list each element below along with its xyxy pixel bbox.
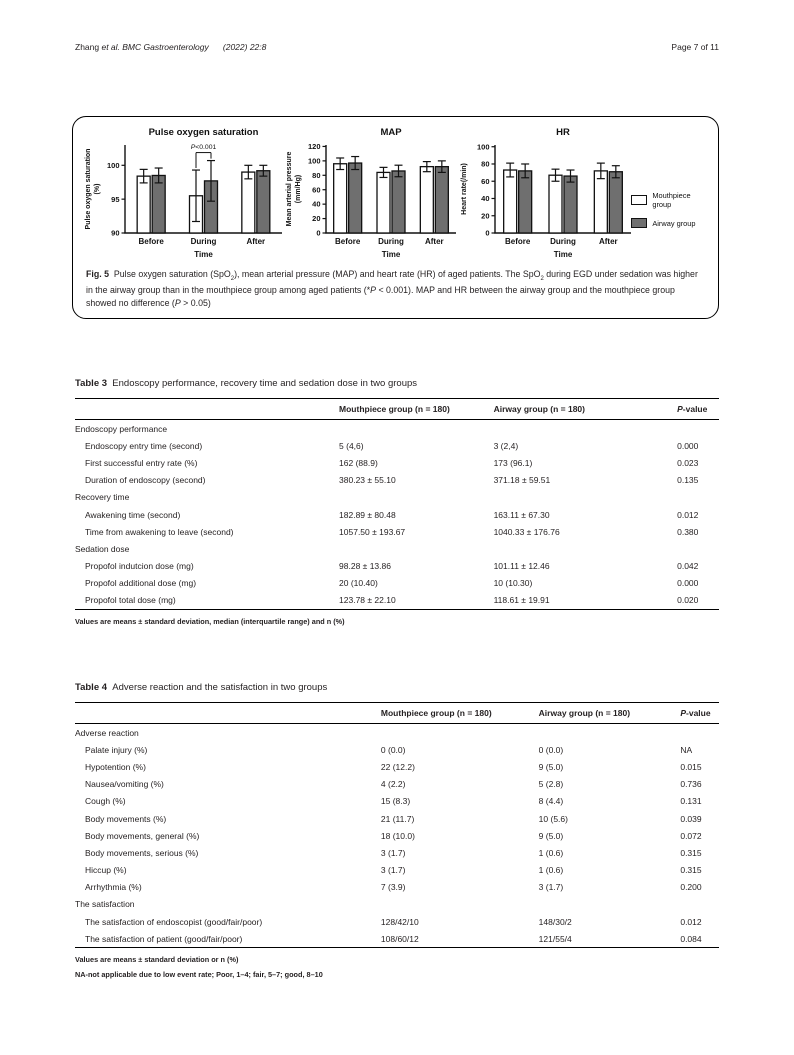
table-row xyxy=(75,844,719,861)
row-label: Body movements, general (%) xyxy=(85,830,200,841)
running-head xyxy=(75,42,719,52)
map-chart xyxy=(282,123,457,265)
cell-value: 0.023 xyxy=(677,457,699,468)
figure-5 xyxy=(72,116,719,319)
row-label: Body movements (%) xyxy=(85,813,167,824)
cell-value: 380.23 ± 55.10 xyxy=(339,475,396,486)
legend-label: Mouthpiece group xyxy=(652,191,691,209)
cell-value: 121/55/4 xyxy=(539,930,681,948)
cell-value: 0.042 xyxy=(677,561,699,572)
row-label: The satisfaction of endoscopist (good/fair/poor) xyxy=(85,916,263,927)
row-label: Duration of endoscopy (second) xyxy=(85,475,206,486)
cell-value: 0.315 xyxy=(680,865,702,876)
svg-text:20: 20 xyxy=(480,211,490,221)
row-label: First successful entry rate (%) xyxy=(85,457,198,468)
table-row xyxy=(75,827,719,844)
cell-value xyxy=(339,540,494,557)
cell-value: 9 (5.0) xyxy=(538,761,564,772)
svg-text:(%): (%) xyxy=(94,183,101,195)
cell-value xyxy=(339,420,494,438)
table-3-block xyxy=(75,378,719,628)
svg-text:Pulse oxygen saturation: Pulse oxygen saturation xyxy=(148,127,259,138)
table-row xyxy=(75,913,719,930)
table-row xyxy=(75,879,719,896)
svg-text:60: 60 xyxy=(480,176,490,186)
table-row xyxy=(75,592,719,610)
spo2-chart xyxy=(81,123,282,265)
cell-value xyxy=(539,896,681,913)
svg-text:120: 120 xyxy=(308,142,321,152)
figure-caption: Fig. 5 Pulse oxygen saturation (SpO$_2$), mean arterial pressure (MAP) and heart rate (HR) of aged patients. The SpO$_2$ during EGD under sedation was higher in the airway group than in the mouthpiece group among aged patients (*P < 0.001). MAP and HR between the airway group and the mouthpiece group showed no difference (P > 0.05) xyxy=(86,269,698,308)
table-3-footnote: Values are means ± standard deviation, median (interquartile range) and n (%) xyxy=(75,617,345,627)
cell-value xyxy=(494,420,678,438)
table-row xyxy=(75,862,719,879)
svg-text:100: 100 xyxy=(106,160,120,170)
cell-value: 1057.50 ± 193.67 xyxy=(339,526,406,537)
svg-text:90: 90 xyxy=(111,228,120,238)
column-header: Airway group (n = 180) xyxy=(494,399,678,420)
cell-value: 162 (88.9) xyxy=(339,457,378,468)
cell-value: 9 (5.0) xyxy=(538,830,564,841)
cell-value: 21 (11.7) xyxy=(380,813,415,824)
column-header: P-value xyxy=(677,399,719,420)
row-label: Propofol additional dose (mg) xyxy=(85,578,197,589)
cell-value xyxy=(494,489,678,506)
svg-text:20: 20 xyxy=(312,214,321,224)
table-row xyxy=(75,575,719,592)
row-label: Adverse reaction xyxy=(75,727,139,738)
column-header xyxy=(75,399,339,420)
svg-text:0: 0 xyxy=(316,228,321,238)
cell-value: 0.012 xyxy=(677,509,699,520)
column-header: Airway group (n = 180) xyxy=(539,703,681,724)
svg-text:Mean arterial pressure: Mean arterial pressure xyxy=(286,151,294,227)
svg-text:Heart rate(/min): Heart rate(/min) xyxy=(460,163,468,215)
cell-value: 163.11 ± 67.30 xyxy=(493,509,550,520)
row-label: Awakening time (second) xyxy=(85,509,181,520)
cell-value: 4 (2.2) xyxy=(380,779,406,790)
section-row xyxy=(75,540,719,557)
cell-value xyxy=(539,724,681,742)
table-row xyxy=(75,437,719,454)
charts-row xyxy=(81,123,710,265)
svg-text:100: 100 xyxy=(308,156,321,166)
cell-value xyxy=(680,896,719,913)
cell-value xyxy=(677,489,719,506)
svg-text:Time: Time xyxy=(194,250,213,259)
svg-text:0: 0 xyxy=(485,228,490,238)
svg-text:Before: Before xyxy=(504,237,531,246)
section-row xyxy=(75,896,719,913)
table-row xyxy=(75,506,719,523)
svg-text:80: 80 xyxy=(312,170,321,180)
legend-item xyxy=(631,218,710,228)
cell-value: 1040.33 ± 176.76 xyxy=(493,526,560,537)
row-label: Endoscopy performance xyxy=(75,423,168,434)
row-label: Endoscopy entry time (second) xyxy=(85,440,203,451)
cell-value: 0.380 xyxy=(677,526,699,537)
table-row xyxy=(75,523,719,540)
svg-text:After: After xyxy=(425,237,444,246)
cell-value: 22 (12.2) xyxy=(380,761,415,772)
section-row xyxy=(75,724,719,742)
cell-value: 10 (10.30) xyxy=(493,578,533,589)
cell-value: 0.084 xyxy=(680,930,719,948)
cell-value: 7 (3.9) xyxy=(380,882,406,893)
cell-value: 0.200 xyxy=(680,882,702,893)
table-row xyxy=(75,758,719,775)
cell-value: 1 (0.6) xyxy=(538,865,564,876)
column-header: P-value xyxy=(680,703,719,724)
cell-value xyxy=(494,540,678,557)
svg-text:(mm/Hg): (mm/Hg) xyxy=(295,174,303,204)
svg-text:40: 40 xyxy=(312,199,321,209)
cell-value: 101.11 ± 12.46 xyxy=(493,561,550,572)
table-4-footnote-1: Values are means ± standard deviation or n (%) xyxy=(75,955,239,965)
row-label: The satisfaction xyxy=(75,899,135,910)
cell-value: 18 (10.0) xyxy=(380,830,415,841)
row-label: Recovery time xyxy=(75,492,130,503)
cell-value: 371.18 ± 59.51 xyxy=(493,475,551,486)
svg-text:Pulse oxygen saturation: Pulse oxygen saturation xyxy=(85,148,92,230)
table-row xyxy=(75,930,719,948)
legend-label: Airway group xyxy=(652,218,696,228)
legend-swatch xyxy=(631,195,647,205)
cell-value: 1 (0.6) xyxy=(538,847,564,858)
cell-value xyxy=(680,724,719,742)
cell-value: 173 (96.1) xyxy=(493,457,533,468)
cell-value: 0.135 xyxy=(677,475,699,486)
cell-value: 128/42/10 xyxy=(380,916,419,927)
cell-value: 0.012 xyxy=(680,916,702,927)
svg-text:Time: Time xyxy=(381,250,401,259)
svg-text:60: 60 xyxy=(312,185,321,195)
svg-text:80: 80 xyxy=(480,159,490,169)
cell-value xyxy=(339,489,494,506)
svg-text:HR: HR xyxy=(555,127,570,138)
cell-value: 3 (1.7) xyxy=(380,847,406,858)
row-label: The satisfaction of patient (good/fair/poor) xyxy=(75,930,381,948)
cell-value: 0.015 xyxy=(680,761,702,772)
svg-text:40: 40 xyxy=(480,194,490,204)
row-label: Arrhythmia (%) xyxy=(85,882,142,893)
cell-value: 0.072 xyxy=(680,830,702,841)
row-label: Propofol total dose (mg) xyxy=(75,592,339,610)
cell-value: 108/60/12 xyxy=(381,930,539,948)
row-label: Cough (%) xyxy=(85,796,126,807)
cell-value: 15 (8.3) xyxy=(380,796,411,807)
cell-value: 10 (5.6) xyxy=(538,813,568,824)
table-row xyxy=(75,776,719,793)
hr-chart xyxy=(457,123,632,265)
column-header xyxy=(75,703,381,724)
cell-value: 123.78 ± 22.10 xyxy=(339,592,494,610)
table-row xyxy=(75,810,719,827)
svg-text:Before: Before xyxy=(138,237,164,246)
cell-value: 148/30/2 xyxy=(538,916,572,927)
table-row xyxy=(75,741,719,758)
cell-value: 5 (4,6) xyxy=(339,440,364,451)
column-header: Mouthpiece group (n = 180) xyxy=(381,703,539,724)
cell-value: 0.000 xyxy=(677,440,699,451)
legend-swatch xyxy=(631,218,647,228)
table-3 xyxy=(75,398,719,610)
svg-text:P<0.001: P<0.001 xyxy=(190,144,217,152)
row-label: Hypotention (%) xyxy=(85,761,146,772)
svg-text:Time: Time xyxy=(553,250,572,259)
table-row xyxy=(75,472,719,489)
figure-legend xyxy=(631,191,710,228)
svg-text:After: After xyxy=(598,237,618,246)
svg-text:100: 100 xyxy=(476,142,490,152)
cell-value: NA xyxy=(680,744,693,755)
cell-value: 0 (0.0) xyxy=(380,744,406,755)
table-4 xyxy=(75,702,719,948)
legend-item xyxy=(631,191,710,209)
row-label: Sedation dose xyxy=(75,543,130,554)
cell-value: 0.039 xyxy=(680,813,702,824)
citation-text: Zhang et al. BMC Gastroenterology (2022) 22:8 xyxy=(75,42,267,52)
cell-value: 3 (1.7) xyxy=(380,865,406,876)
row-label: Hiccup (%) xyxy=(85,865,127,876)
cell-value: 20 (10.40) xyxy=(339,578,378,589)
cell-value: 98.28 ± 13.86 xyxy=(339,561,391,572)
table-3-title: Table 3 Endoscopy performance, recovery time and sedation dose in two groups xyxy=(75,378,418,389)
column-header: Mouthpiece group (n = 180) xyxy=(339,399,494,420)
cell-value: 3 (1.7) xyxy=(538,882,564,893)
cell-value: 118.61 ± 19.91 xyxy=(494,592,678,610)
row-label: Time from awakening to leave (second) xyxy=(85,526,234,537)
row-label: Nausea/vomiting (%) xyxy=(85,779,164,790)
cell-value: 182.89 ± 80.48 xyxy=(339,509,396,520)
cell-value: 5 (2.8) xyxy=(538,779,564,790)
cell-value: 3 (2,4) xyxy=(493,440,519,451)
svg-text:MAP: MAP xyxy=(380,127,402,138)
cell-value xyxy=(677,540,719,557)
table-row xyxy=(75,454,719,471)
cell-value: 8 (4.4) xyxy=(538,796,564,807)
section-row xyxy=(75,489,719,506)
row-label: Palate injury (%) xyxy=(85,744,148,755)
svg-text:During: During xyxy=(378,237,404,246)
table-4-footnote-2: NA-not applicable due to low event rate; Poor, 1–4; fair, 5–7; good, 8–10 xyxy=(75,969,323,979)
table-row xyxy=(75,558,719,575)
svg-text:95: 95 xyxy=(111,194,120,204)
cell-value: 0.736 xyxy=(680,779,702,790)
table-row xyxy=(75,793,719,810)
cell-value: 0.020 xyxy=(677,592,719,610)
cell-value xyxy=(381,896,539,913)
svg-text:Before: Before xyxy=(335,237,361,246)
row-label: Body movements, serious (%) xyxy=(85,847,199,858)
cell-value: 0.000 xyxy=(677,578,699,589)
page-number: Page 7 of 11 xyxy=(671,42,719,52)
section-row xyxy=(75,420,719,438)
cell-value: 0 (0.0) xyxy=(538,744,564,755)
svg-text:After: After xyxy=(246,237,266,246)
cell-value xyxy=(677,420,719,438)
table-4-block xyxy=(75,682,719,981)
row-label: Propofol indutcion dose (mg) xyxy=(85,561,194,572)
table-4-title: Table 4 Adverse reaction and the satisfaction in two groups xyxy=(75,682,328,693)
svg-text:During: During xyxy=(549,237,576,246)
cell-value xyxy=(381,724,539,742)
svg-text:During: During xyxy=(190,237,217,246)
cell-value: 0.131 xyxy=(680,796,702,807)
cell-value: 0.315 xyxy=(680,847,702,858)
